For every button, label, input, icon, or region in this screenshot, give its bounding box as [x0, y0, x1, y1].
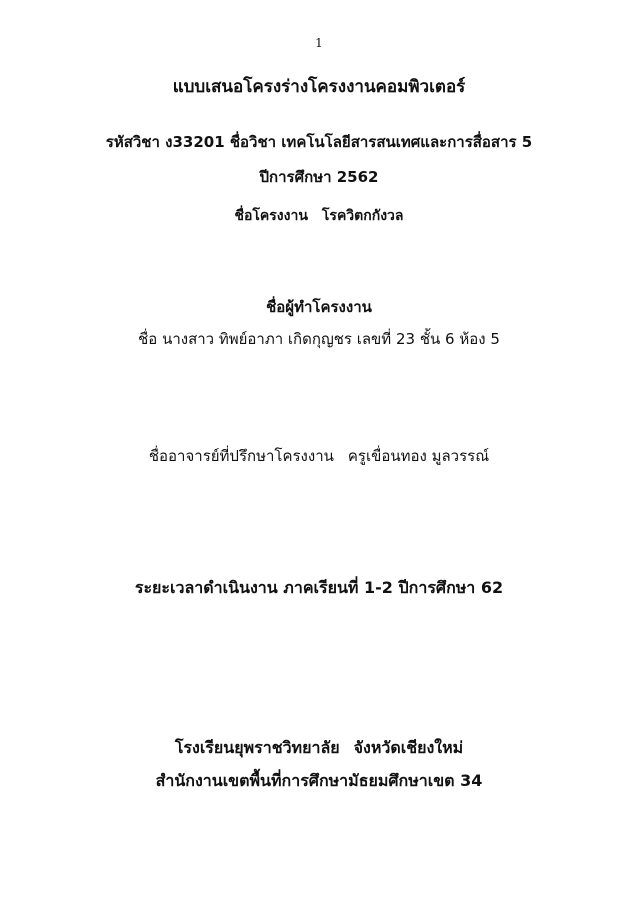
school-line — [0, 736, 638, 761]
project-name-line — [0, 205, 638, 227]
school-name: โรงเรียนยุพราชวิทยาลัย — [174, 738, 340, 757]
project-name-value: โรควิตกกังวล — [321, 208, 404, 224]
advisor-label: ชื่ออาจารย์ที่ปรึกษาโครงงาน — [148, 447, 334, 465]
document-title: แบบเสนอโครงร่างโครงงานคอมพิวเตอร์ — [172, 77, 466, 97]
academic-year-line: ปีการศึกษา 2562 — [259, 168, 379, 186]
student-heading: ชื่อผู้ทำโครงงาน — [266, 298, 372, 316]
student-info-line: ชื่อ นางสาว ทิพย์อาภา เกิดกุญชร เลขที่ 23 ชั้น 6 ห้อง 5 — [138, 330, 500, 348]
school-province: จังหวัดเชียงใหม่ — [353, 738, 464, 757]
work-period-line: ระยะเวลาดำเนินงาน ภาคเรียนที่ 1-2 ปีการศึกษา 62 — [134, 578, 504, 597]
course-line: รหัสวิชา ง33201 ชื่อวิชา เทคโนโลยีสารสนเทศและการสื่อสาร 5 — [105, 133, 533, 151]
project-name-label: ชื่อโครงงาน — [234, 208, 308, 224]
education-office-line: สำนักงานเขตพื้นที่การศึกษามัธยมศึกษาเขต 34 — [155, 771, 483, 790]
advisor-name: ครูเขื่อนทอง มูลวรรณ์ — [347, 447, 490, 465]
advisor-line — [0, 444, 638, 468]
page-number: 1 — [315, 36, 323, 50]
